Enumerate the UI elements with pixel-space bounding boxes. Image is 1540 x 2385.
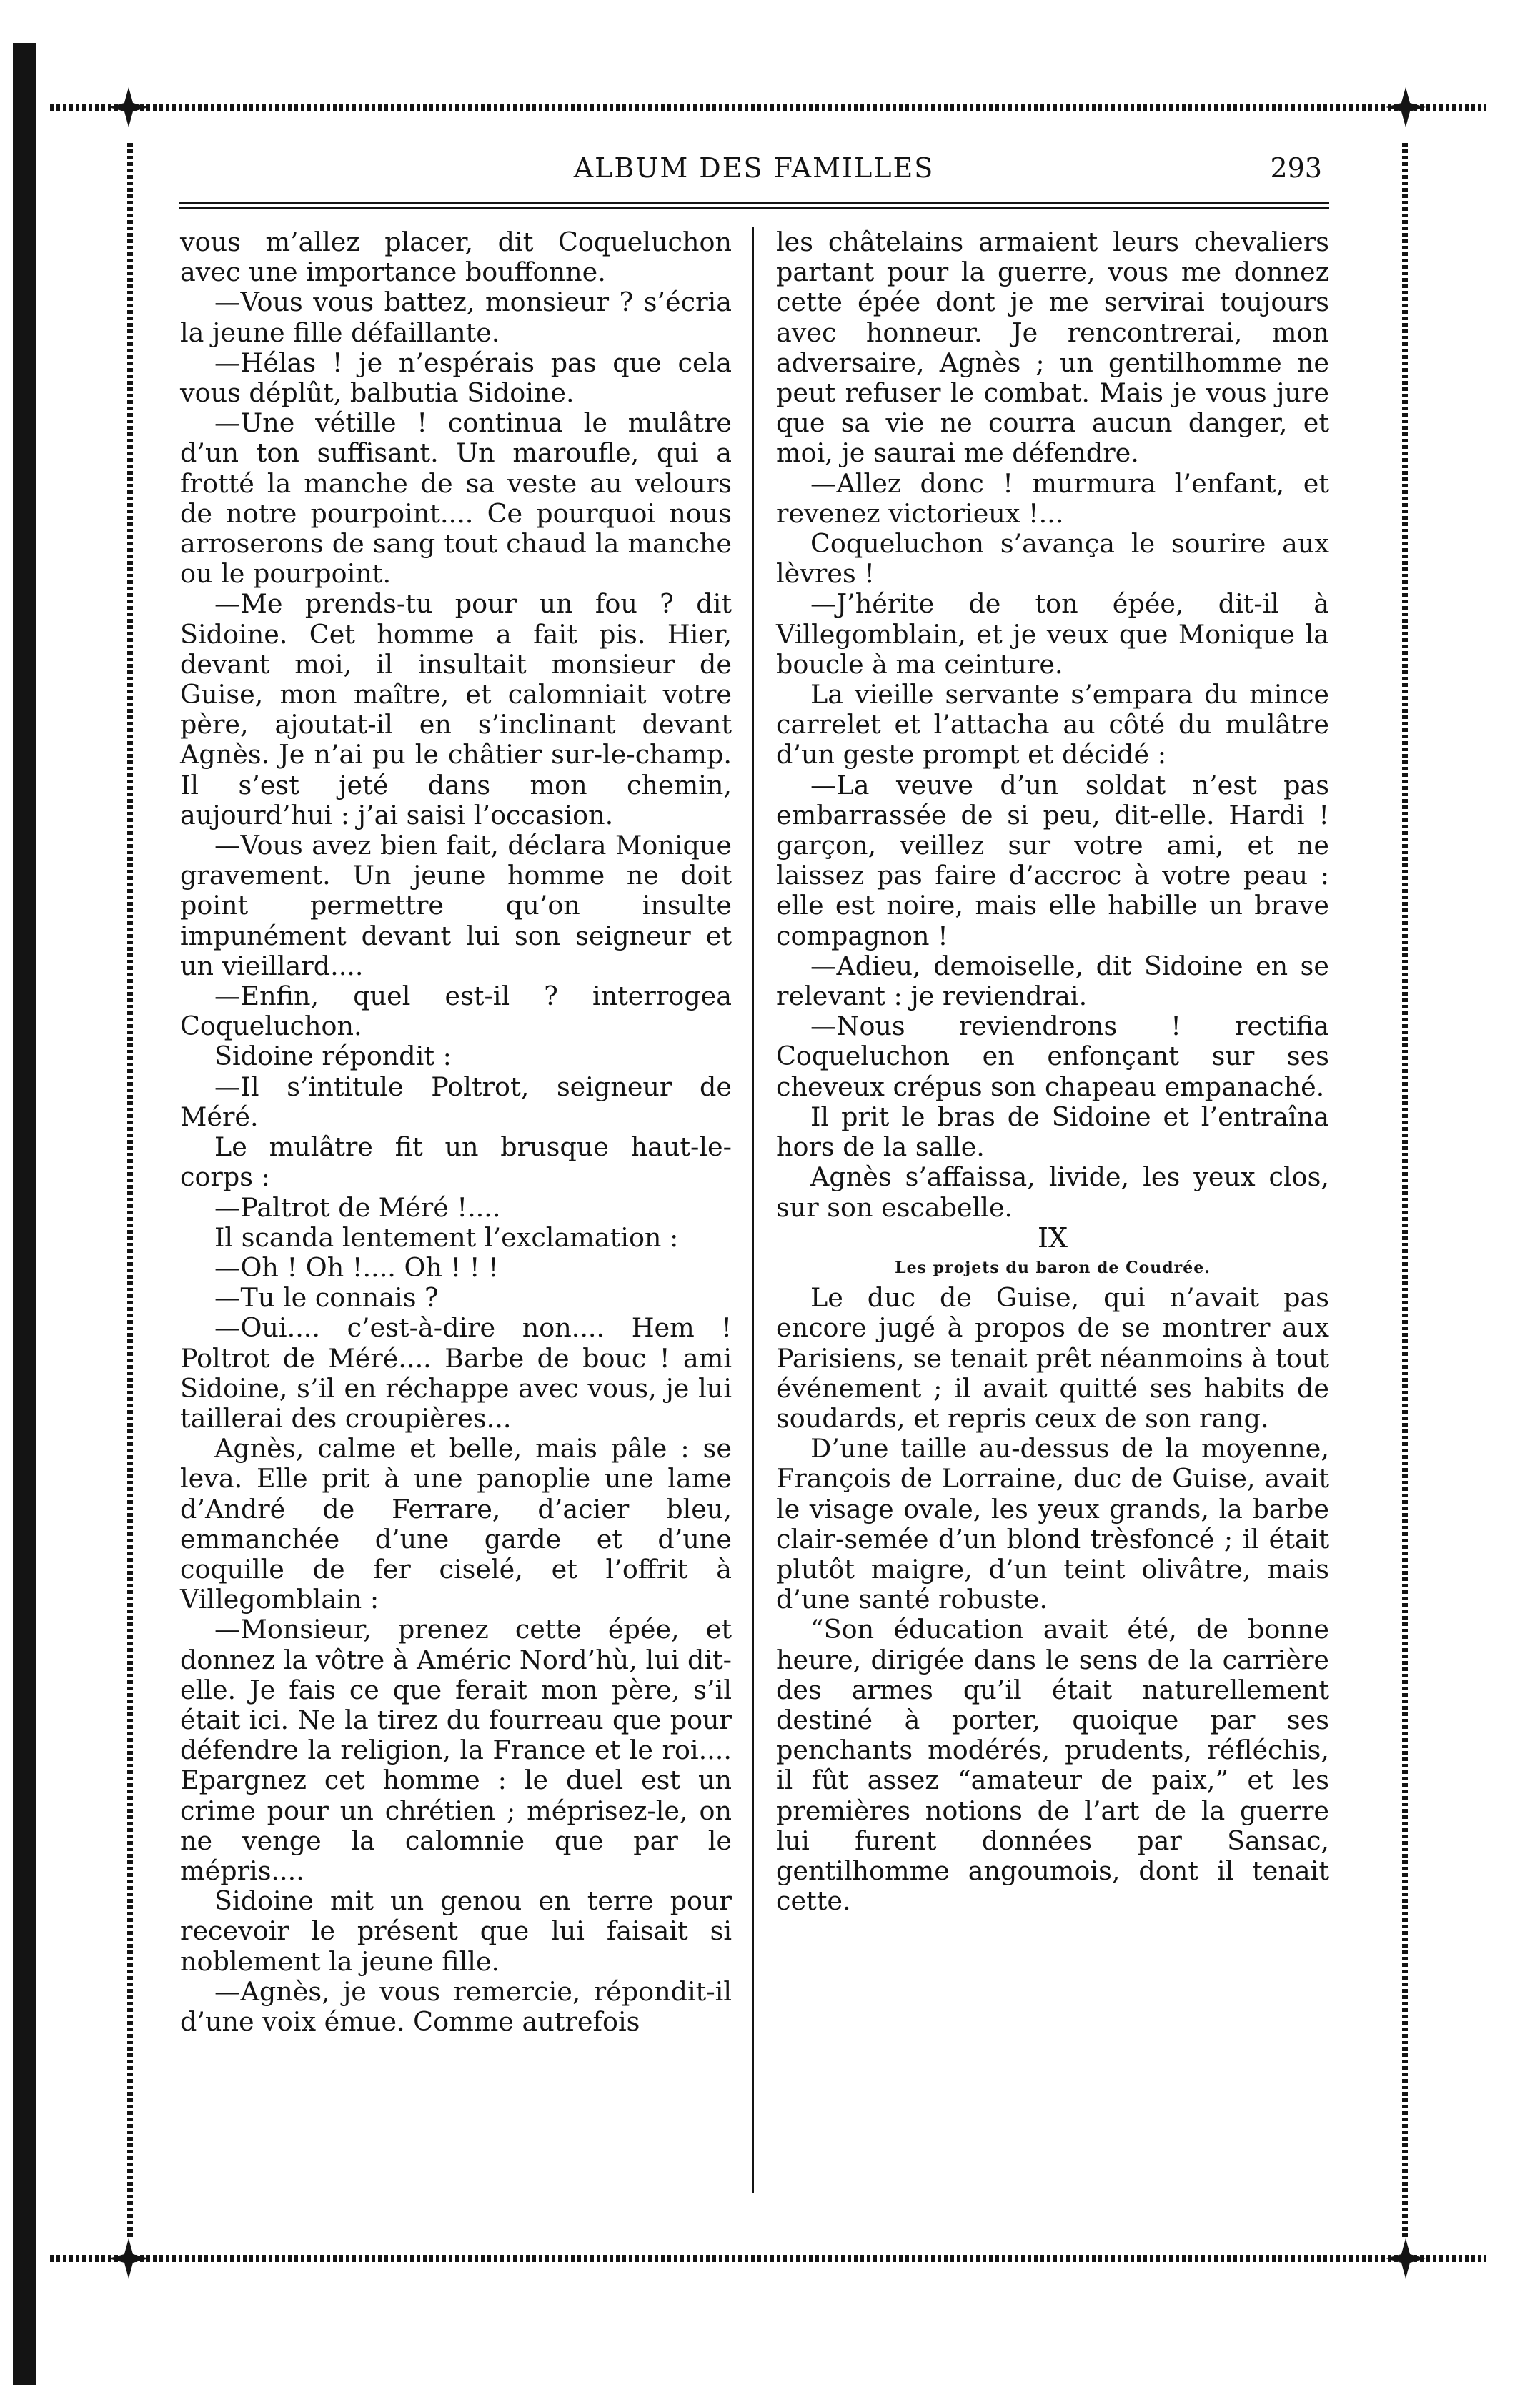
paragraph: Agnès s’affaissa, livide, les yeux clos, sur son escabelle. (776, 1161, 1329, 1223)
paragraph: les châtelains armaient leurs chevaliers partant pour la guerre, vous me donnez cette épée dont je me servirai toujours avec honneur. Je rencontrerai, mon adversaire, Agnès ; un gentilhomme ne peut refuser le combat. Mais je vous jure que sa vie ne courra aucun danger, et moi, je saurai me défendre. (776, 227, 1329, 469)
paragraph: vous m’allez placer, dit Coqueluchon avec une importance bouffonne. (180, 227, 732, 288)
paragraph: —Enfin, quel est-il ? interrogea Coqueluchon. (180, 981, 732, 1042)
page-header (179, 147, 1329, 197)
paragraph: —Hélas ! je n’espérais pas que cela vous déplût, balbutia Sidoine. (180, 347, 732, 409)
right-decorative-rule (1402, 143, 1408, 2237)
header-double-rule (179, 202, 1329, 209)
paragraph: Sidoine mit un genou en terre pour recevoir le présent que lui faisait si noblement la jeune fille. (180, 1885, 732, 1977)
paragraph: Le duc de Guise, qui n’avait pas encore jugé à propos de se montrer aux Parisiens, se tenait prêt néanmoins à tout événement ; il avait quitté ses habits de soudards, et repris ceux de son rang. (776, 1282, 1329, 1434)
paragraph: —Monsieur, prenez cette épée, et donnez la vôtre à Améric Nord’hù, lui dit-elle. Je fais ce que ferait mon père, s’il était ici. Ne la tirez du fourreau que pour défendre la religion, la France et le roi.... Epargnez cet homme : le duel est un crime pour un chrétien ; méprisez-le, on ne venge la calomnie que par le mépris.... (180, 1614, 732, 1886)
paragraph: D’une taille au-dessus de la moyenne, François de Lorraine, duc de Guise, avait le visage ovale, les yeux grands, la barbe clair-semée d’un blond trèsfoncé ; il était plutôt maigre, d’un teint olivâtre, mais d’une santé robuste. (776, 1433, 1329, 1615)
bottom-decorative-rule (50, 2255, 1486, 2262)
left-border-bar (13, 43, 36, 2385)
top-decorative-rule (50, 104, 1486, 111)
chapter-number: IX (1037, 1221, 1068, 1254)
paragraph: Agnès, calme et belle, mais pâle : se leva. Elle prit à une panoplie une lame d’André de Ferrare, d’acier bleu, emmanchée d’une garde et d’une coquille de fer ciselé, et l’offrit à Villegomblain : (180, 1433, 732, 1615)
paragraph: —Oh ! Oh !.... Oh ! ! ! (214, 1251, 499, 1283)
paragraph: Sidoine répondit : (214, 1041, 452, 1072)
column-divider (752, 227, 754, 2193)
paragraph: —Oui.... c’est-à-dire non.... Hem ! Poltrot de Méré.... Barbe de bouc ! ami Sidoine, s’il en réchappe avec vous, je lui taillerai des croupières... (180, 1312, 732, 1434)
paragraph: —Il s’intitule Poltrot, seigneur de Méré. (180, 1071, 732, 1132)
paragraph: “Son éducation avait été, de bonne heure, dirigée dans le sens de la carrière des armes qu’il était naturellement destiné à porter, quoique par ses penchants modérés, prudents, réfléchis, il fût assez “amateur de paix,” et les premières notions de l’art de la guerre lui furent données par Sansac, gentilhomme angoumois, dont il tenait cette. (776, 1614, 1329, 1917)
corner-ornament-icon (1384, 2237, 1427, 2280)
paragraph: —Me prends-tu pour un fou ? dit Sidoine. Cet homme a fait pis. Hier, devant moi, il insultait monsieur de Guise, mon maître, et calomniait votre père, ajoutat-il en s’inclinant devant Agnès. Je n’ai pu le châtier sur-le-champ. Il s’est jeté dans mon chemin, aujourd’hui : j’ai saisi l’occasion. (180, 588, 732, 830)
paragraph: La vieille servante s’empara du mince carrelet et l’attacha au côté du mulâtre d’un geste prompt et décidé : (776, 679, 1329, 770)
paragraph: —Une vétille ! continua le mulâtre d’un ton suffisant. Un maroufle, qui a frotté la manche de sa veste au velours de notre pourpoint.... Ce pourquoi nous arroserons de sang tout chaud la manche ou le pourpoint. (180, 407, 732, 590)
running-title: ALBUM DES FAMILLES (573, 152, 935, 184)
paragraph: Le mulâtre fit un brusque haut-le-corps : (180, 1131, 732, 1193)
paragraph: —Nous reviendrons ! rectifia Coqueluchon en enfonçant sur ses cheveux crépus son chapeau empanaché. (776, 1011, 1329, 1102)
paragraph: —La veuve d’un soldat n’est pas embarrassée de si peu, dit-elle. Hardi ! garçon, veillez sur votre ami, et ne laissez pas faire d’accroc à votre peau : elle est noire, mais elle habille un brave compagnon ! (776, 769, 1329, 951)
paragraph: —J’hérite de ton épée, dit-il à Villegomblain, et je veux que Monique la boucle à ma ceinture. (776, 588, 1329, 680)
paragraph: —Adieu, demoiselle, dit Sidoine en se relevant : je reviendrai. (776, 950, 1329, 1012)
chapter-title: Les projets du baron de Coudrée. (895, 1258, 1211, 1277)
left-decorative-rule (127, 143, 133, 2237)
paragraph: Coqueluchon s’avança le sourire aux lèvres ! (776, 528, 1329, 590)
paragraph: Il prit le bras de Sidoine et l’entraîna hors de la salle. (776, 1101, 1329, 1163)
page-number: 293 (1270, 152, 1322, 184)
paragraph: —Agnès, je vous remercie, répondit-il d’une voix émue. Comme autrefois (180, 1975, 732, 2037)
left-text-column (180, 227, 732, 2037)
paragraph: —Paltrot de Méré !.... (214, 1191, 501, 1223)
corner-ornament-icon (107, 2237, 150, 2280)
paragraph: —Tu le connais ? (214, 1282, 439, 1314)
paragraph: —Vous vous battez, monsieur ? s’écria la jeune fille défaillante. (180, 287, 732, 348)
paragraph: —Allez donc ! murmura l’enfant, et revenez victorieux !... (776, 467, 1329, 529)
paragraph: —Vous avez bien fait, déclara Monique gravement. Un jeune homme ne doit point permettre qu’on insulte impunément devant lui son seigneur et un vieillard.... (180, 830, 732, 981)
corner-ornament-icon (107, 86, 150, 129)
paragraph: Il scanda lentement l’exclamation : (214, 1221, 679, 1253)
corner-ornament-icon (1384, 86, 1427, 129)
right-text-column (776, 227, 1329, 1916)
